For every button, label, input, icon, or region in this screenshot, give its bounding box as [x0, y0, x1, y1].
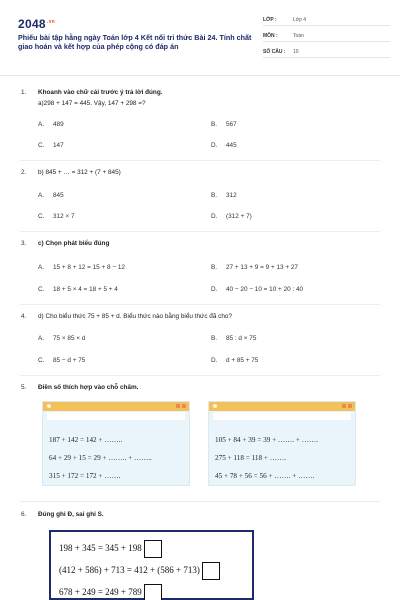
window-button-icon — [182, 404, 186, 408]
question-prompt — [38, 240, 368, 247]
card-titlebar — [43, 402, 189, 411]
question-number: 1. — [21, 89, 27, 96]
meta-value: Toán — [293, 33, 304, 39]
fill-line[interactable]: 275 + 118 = 118 + ……. — [215, 454, 286, 462]
answer-box[interactable] — [144, 584, 162, 600]
question-number: 3. — [21, 240, 27, 247]
option-text: 85 − d + 75 — [53, 357, 86, 364]
option-letter: A. — [38, 335, 45, 342]
option-letter: D. — [211, 213, 218, 220]
option-text: (312 + 7) — [226, 213, 252, 220]
question-sub-text: d) Cho biểu thức 75 + 85 + d. Biểu thức nào bằng biểu thức đã cho? — [38, 313, 233, 320]
option-text: 75 × 85 × d — [53, 335, 86, 342]
option-letter: C. — [38, 142, 45, 149]
window-dot-icon — [47, 404, 51, 408]
meta-count — [263, 46, 390, 58]
fill-line[interactable]: 64 + 29 + 15 = 29 + …….. + …….. — [49, 454, 152, 462]
divider — [20, 501, 380, 502]
worksheet-title: Phiếu bài tập hằng ngày Toán lớp 4 Kết nối tri thức Bài 24. Tính chất giao hoán và kết hợp của phép cộng có đáp án — [18, 33, 252, 51]
tf-row — [59, 584, 162, 600]
window-button-icon — [342, 404, 346, 408]
fill-line[interactable]: 105 + 84 + 39 = 39 + ……. + ……. — [215, 436, 318, 444]
window-dot-icon — [213, 404, 217, 408]
option-letter: C. — [38, 286, 45, 293]
option-letter: D. — [211, 286, 218, 293]
option-letter: B. — [211, 192, 218, 199]
meta-class — [263, 14, 390, 26]
option-text: 40 − 20 − 10 = 10 + 20 : 40 — [226, 286, 304, 293]
tf-row — [59, 540, 162, 558]
card-titlebar — [209, 402, 355, 411]
option-letter: A. — [38, 121, 45, 128]
meta-subject — [263, 30, 390, 42]
option-letter: C. — [38, 213, 45, 220]
meta-key: SỐ CÂU : — [263, 49, 286, 55]
divider — [20, 160, 380, 161]
option-letter: B. — [211, 335, 218, 342]
option-text: 845 — [53, 192, 64, 199]
option-text: d + 85 + 75 — [226, 357, 259, 364]
meta-key: MÔN : — [263, 33, 278, 39]
tf-row — [59, 562, 220, 580]
fill-line[interactable]: 45 + 78 + 56 = 56 + ……. + ……. — [215, 472, 315, 480]
tf-expression: 678 + 249 = 249 + 789 — [59, 587, 142, 598]
brand-name: 2048 — [18, 17, 46, 31]
tf-expression: 198 + 345 = 345 + 198 — [59, 543, 142, 554]
question-prompt — [38, 384, 368, 391]
question-number: 5. — [21, 384, 27, 391]
question-prompt-text: Đúng ghi Đ, sai ghi S. — [38, 511, 104, 518]
divider — [20, 304, 380, 305]
window-button-icon — [176, 404, 180, 408]
meta-value: Lớp 4 — [293, 17, 307, 23]
option-text: 85 : d × 75 — [226, 335, 257, 342]
option-text: 567 — [226, 121, 237, 128]
option-letter: A. — [38, 192, 45, 199]
question-number: 2. — [21, 169, 27, 176]
question-sub-text: a)298 + 147 = 445. Vậy, 147 + 298 =? — [38, 100, 146, 107]
divider — [20, 231, 380, 232]
question-prompt-text: Khoanh vào chữ cái trước ý trả lời đúng. — [38, 89, 163, 96]
option-text: 147 — [53, 142, 64, 149]
question-prompt — [38, 89, 368, 96]
question-prompt-text: Điền số thích hợp vào chỗ chấm. — [38, 384, 139, 391]
option-text: 445 — [226, 142, 237, 149]
brand-suffix: .vn — [46, 19, 56, 25]
option-text: 312 — [226, 192, 237, 199]
option-text: 489 — [53, 121, 64, 128]
card-address-field — [47, 412, 185, 420]
option-letter: B. — [211, 264, 218, 271]
card-address-field — [213, 412, 351, 420]
fill-card-left — [42, 401, 190, 486]
question-sub-text: c) Chọn phát biểu đúng — [38, 240, 110, 247]
meta-value: 10 — [293, 49, 299, 55]
fill-line[interactable]: 187 + 142 = 142 + …….. — [49, 436, 123, 444]
answer-box[interactable] — [202, 562, 220, 580]
question-sub-text: b) 845 + … = 312 + (7 + 845) — [38, 169, 121, 176]
question-number: 6. — [21, 511, 27, 518]
header — [10, 10, 390, 65]
option-letter: A. — [38, 264, 45, 271]
option-letter: C. — [38, 357, 45, 364]
option-text: 312 × 7 — [53, 213, 75, 220]
header-divider — [0, 75, 400, 76]
option-letter: D. — [211, 357, 218, 364]
fill-line[interactable]: 315 + 172 = 172 + ……. — [49, 472, 121, 480]
tf-expression: (412 + 586) + 713 = 412 + (586 + 713) — [59, 565, 200, 576]
question-prompt — [38, 511, 368, 518]
meta-key: LỚP : — [263, 17, 277, 23]
option-text: 18 + 5 × 4 = 18 + 5 + 4 — [53, 286, 118, 293]
answer-box[interactable] — [144, 540, 162, 558]
option-text: 27 + 13 + 9 = 9 + 13 + 27 — [226, 264, 298, 271]
divider — [20, 375, 380, 376]
option-text: 15 + 8 + 12 = 15 + 8 − 12 — [53, 264, 125, 271]
question-number: 4. — [21, 313, 27, 320]
true-false-panel — [49, 530, 254, 600]
window-button-icon — [348, 404, 352, 408]
option-letter: D. — [211, 142, 218, 149]
fill-card-right — [208, 401, 356, 486]
option-letter: B. — [211, 121, 218, 128]
brand-logo — [18, 17, 55, 31]
